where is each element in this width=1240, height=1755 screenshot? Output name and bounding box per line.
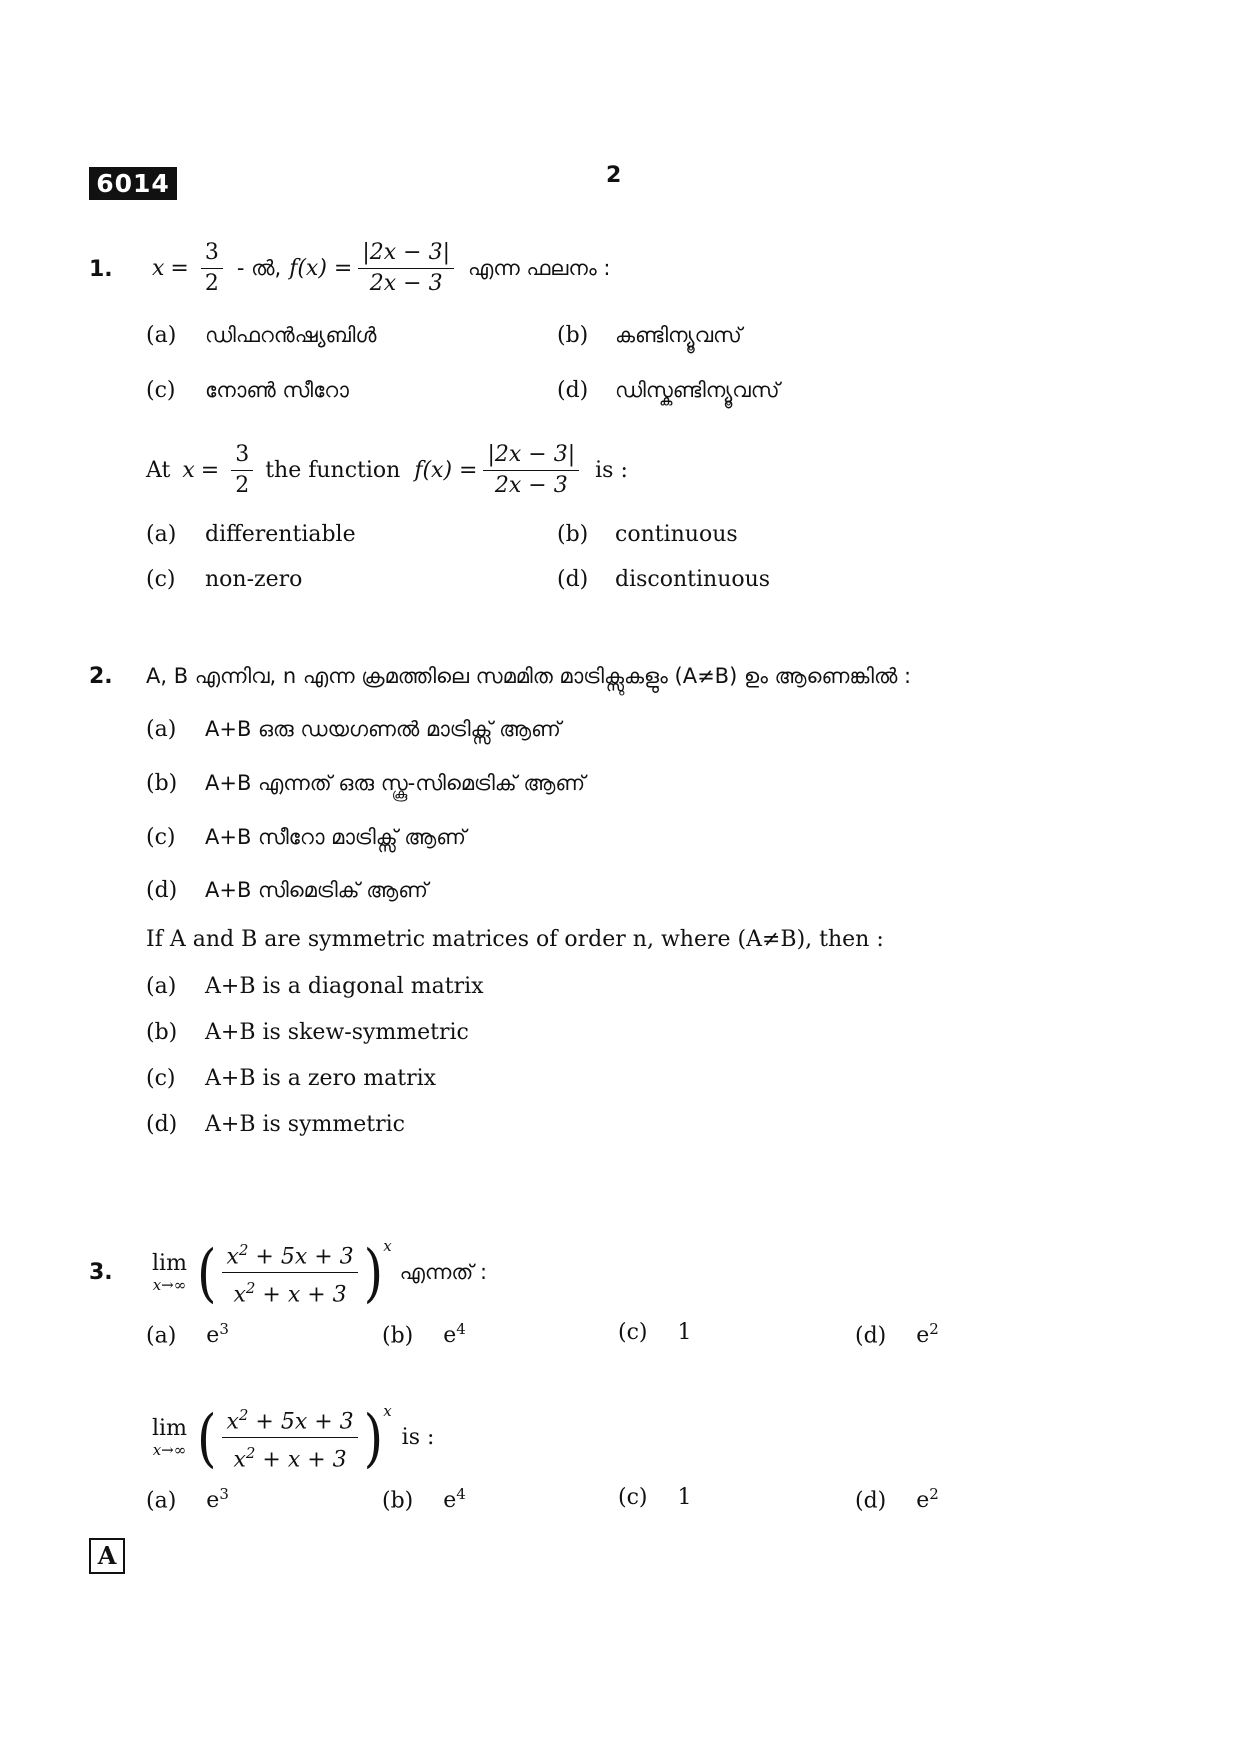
q1-en-opt-a-label: (a) [146,522,177,547]
q1-ml-tail: എന്ന ഫലനം : [468,256,611,280]
page-number: 2 [606,163,622,188]
q3-ml-tail: എന്നത് : [399,1260,488,1285]
q3-ml-opt-a-base: e [206,1323,220,1349]
q3-ml-right-paren: ) [363,1236,384,1310]
q3-en-stem [152,1400,434,1476]
question-number-2: 2. [89,664,113,689]
q1-en-stem [146,440,628,501]
q3-en-den-a: x [233,1447,246,1473]
q3-en-opt-a [146,1485,229,1513]
q3-ml-opt-c [618,1320,692,1345]
q1-ml-opt-d-text: ഡിസ്കണ്ടിന്യൂവസ് [615,378,780,402]
q3-ml-opt-d [855,1320,939,1348]
q1-ml-fraction [201,238,223,299]
q3-ml-opt-b-sup: 4 [456,1320,466,1338]
q3-en-opt-c-base: 1 [677,1485,692,1510]
question-number-3: 3. [89,1260,113,1285]
q3-ml-opt-a [146,1320,229,1348]
q3-ml-num-b: + 5x + 3 [248,1244,354,1270]
q1-en-opt-a-text: differentiable [205,522,356,547]
q1-en-func: f(x) = [414,458,478,483]
q1-en-opt-c-text: non-zero [205,567,303,592]
q3-ml-numerator [222,1235,357,1273]
q3-ml-opt-b-base: e [443,1323,457,1349]
q2-ml-opt-b-text: A+B എന്നത് ഒരു സ്കൂ-സിമെട്രിക് ആണ് [205,771,586,795]
q3-ml-opt-c-label: (c) [618,1320,648,1345]
q1-ml-opt-c-text: നോൺ സീറോ [205,378,349,402]
paper-code: 6014 [89,167,177,200]
q2-en-opt-a-label: (a) [146,974,177,999]
q1-en-eq: = [200,458,220,483]
q2-en-opt-b-text: A+B is skew-symmetric [205,1020,469,1045]
q3-ml-fraction [222,1235,357,1311]
q3-en-limit [152,1417,187,1459]
q3-en-opt-b-base: e [443,1488,457,1514]
q1-en-opt-d-label: (d) [557,567,589,592]
q2-ml-opt-b-label: (b) [146,771,178,796]
q2-ml-stem: A, B എന്നിവ, n എന്ന ക്രമത്തിലെ സമമിത മാട്രിക്സുകളും (A≠B) ഉം ആണെങ്കിൽ : [146,664,912,688]
q2-ml-opt-a-label: (a) [146,717,177,742]
q3-en-den-sup: 2 [245,1444,256,1463]
q3-ml-opt-b [382,1320,466,1348]
q3-ml-opt-c-base: 1 [677,1320,692,1345]
q3-en-opt-b [382,1485,466,1513]
q3-en-opt-d-sup: 2 [929,1485,939,1503]
q3-en-opt-c [618,1485,692,1510]
q1-ml-eq: = [170,256,189,281]
q1-en-fraction [231,440,253,501]
q3-ml-num-a: x [226,1244,239,1270]
q3-ml-den-a: x [233,1282,246,1308]
q3-ml-limit [152,1252,187,1294]
q3-ml-opt-d-base: e [916,1323,930,1349]
q1-en-frac-num: 3 [231,440,253,471]
q3-ml-opt-a-label: (a) [146,1323,177,1349]
q2-ml-opt-a-text: A+B ഒരു ഡയഗണൽ മാട്രിക്സ് ആണ് [205,717,561,741]
q3-ml-opt-d-sup: 2 [929,1320,939,1338]
q3-ml-denominator [222,1273,357,1310]
q2-en-opt-a-text: A+B is a diagonal matrix [205,974,484,999]
q1-ml-func-num: |2x − 3| [358,238,454,269]
q1-ml-func: f(x) = [289,256,353,281]
q3-en-right-paren: ) [363,1401,384,1475]
q3-en-lim-word: lim [152,1415,187,1441]
q2-en-opt-b-label: (b) [146,1020,178,1045]
q1-ml-stem [152,238,610,299]
q3-en-numerator [222,1400,357,1438]
q2-ml-opt-c-text: A+B സീറോ മാട്രിക്സ് ആണ് [205,825,467,849]
q2-en-opt-c-text: A+B is a zero matrix [205,1066,437,1091]
q1-en-func-num: |2x − 3| [483,440,579,471]
q3-ml-stem [152,1235,487,1311]
q1-ml-suffix: - ൽ, [236,256,282,280]
q2-en-opt-d-text: A+B is symmetric [205,1112,405,1137]
q3-ml-num-sup: 2 [238,1241,249,1259]
q3-en-num-a: x [226,1409,239,1435]
q1-en-frac-den: 2 [235,473,250,498]
q3-en-num-sup: 2 [238,1406,249,1424]
q3-ml-den-b: + x + 3 [255,1282,347,1308]
q3-ml-opt-d-label: (d) [855,1323,887,1349]
q3-ml-den-sup: 2 [245,1279,256,1298]
q2-en-stem: If A and B are symmetric matrices of order n, where (A≠B), then : [146,927,884,952]
q3-en-opt-a-label: (a) [146,1488,177,1514]
q1-ml-opt-d-label: (d) [557,378,589,403]
q3-en-opt-a-base: e [206,1488,220,1514]
q1-en-opt-b-text: continuous [615,522,738,547]
q3-ml-left-paren: ( [196,1236,217,1310]
q1-ml-opt-a-text: ഡിഫറൻഷ്യബിൾ [205,323,377,347]
q3-en-opt-d-base: e [916,1488,930,1514]
question-number-1: 1. [89,257,113,282]
q1-en-opt-b-label: (b) [557,522,589,547]
q3-ml-lim-sub: x→∞ [152,1275,187,1294]
q2-ml-opt-d-label: (d) [146,878,178,903]
q2-ml-opt-d-text: A+B സിമെട്രിക് ആണ് [205,878,428,902]
q1-en-opt-d-text: discontinuous [615,567,771,592]
q1-en-func-fraction [483,440,579,501]
q3-ml-opt-a-sup: 3 [219,1320,229,1338]
q1-ml-opt-b-text: കണ്ടിന്യൂവസ് [615,323,742,347]
q3-en-power: x [383,1402,392,1420]
q3-en-opt-c-label: (c) [618,1485,648,1510]
q1-en-x: x [182,458,195,483]
q3-ml-opt-b-label: (b) [382,1323,414,1349]
q3-en-opt-d [855,1485,939,1513]
q1-ml-frac-num: 3 [201,238,223,269]
q1-ml-opt-a-label: (a) [146,323,177,348]
q1-ml-func-fraction [358,238,454,299]
q3-en-den-b: + x + 3 [255,1447,347,1473]
q3-en-left-paren: ( [196,1401,217,1475]
version-box: A [89,1538,125,1574]
q1-en-at: At [146,458,171,483]
q1-en-tail: is : [595,458,628,483]
q2-en-opt-c-label: (c) [146,1066,176,1091]
q3-ml-power: x [383,1237,392,1255]
q3-en-opt-a-sup: 3 [219,1485,229,1503]
q2-ml-opt-c-label: (c) [146,825,176,850]
q3-ml-lim-word: lim [152,1250,187,1276]
q3-en-opt-b-label: (b) [382,1488,414,1514]
q1-ml-frac-den: 2 [204,271,219,296]
q3-en-opt-b-sup: 4 [456,1485,466,1503]
q3-en-tail: is : [401,1425,435,1451]
q1-ml-func-den: 2x − 3 [369,271,443,296]
q1-ml-opt-b-label: (b) [557,323,589,348]
q3-en-denominator [222,1438,357,1475]
q1-en-func-den: 2x − 3 [494,473,568,498]
q3-en-num-b: + 5x + 3 [248,1409,354,1435]
q3-en-lim-sub: x→∞ [152,1440,187,1459]
q3-en-fraction [222,1400,357,1476]
q1-ml-opt-c-label: (c) [146,378,176,403]
q2-en-opt-d-label: (d) [146,1112,178,1137]
q1-en-opt-c-label: (c) [146,567,176,592]
q3-en-opt-d-label: (d) [855,1488,887,1514]
q1-en-mid: the function [265,458,401,483]
q1-ml-x: x [152,256,165,281]
